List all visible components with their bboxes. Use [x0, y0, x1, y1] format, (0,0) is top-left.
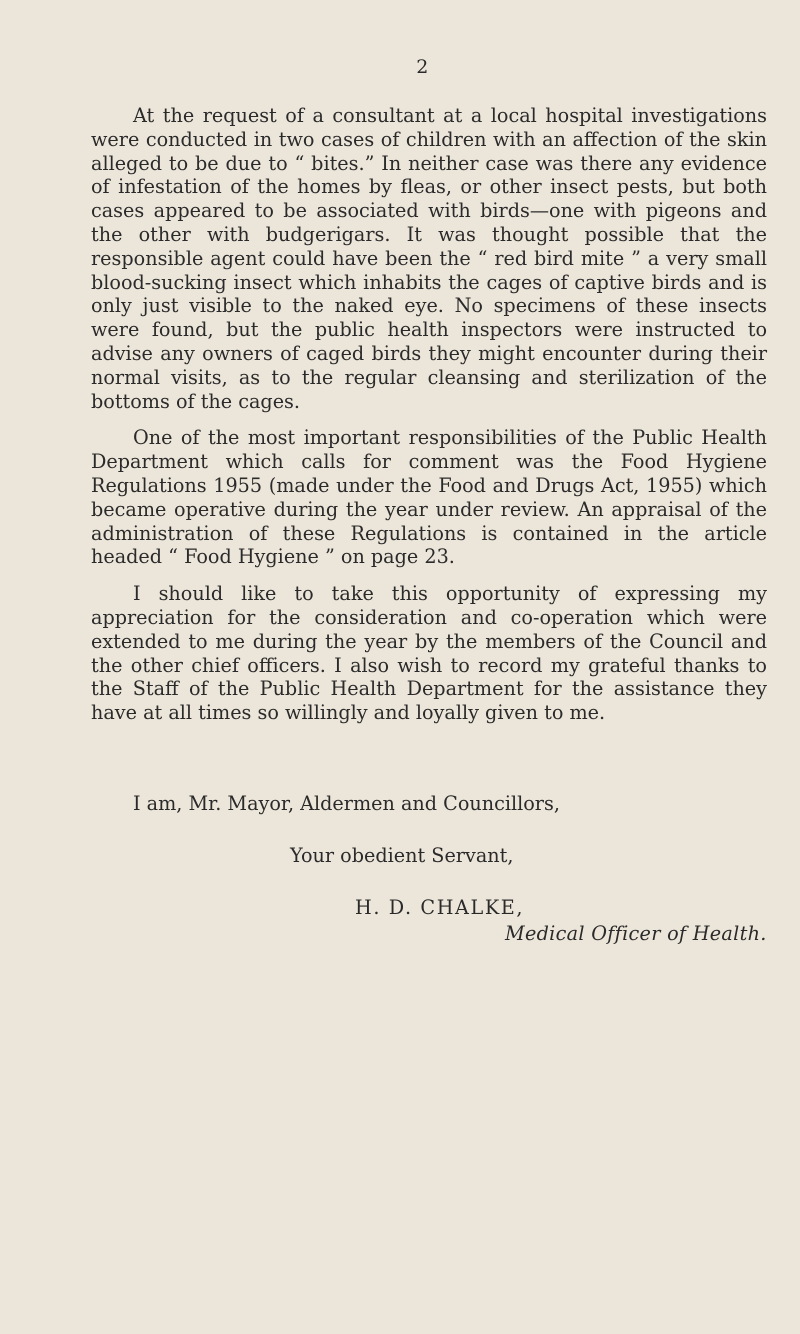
body-text — [91, 104, 767, 725]
page-number: 2 — [416, 56, 429, 78]
paragraph-bites-investigation: At the request of a consultant at a local hospital investigations were conducted in two cases of children with an affection of the skin alleged to be due to “ bites.” In neither case was there any evidence of infestation of the homes by fleas, or other insect pests, but both cases appeared to be associated with birds—one with pigeons and the other with budgerigars. It was thought possible that the responsible agent could have been the “ red bird mite ” a very small blood-sucking insect which inhabits the cages of captive birds and is only just visible to the naked eye. No specimens of these insects were found, but the public health inspectors were instructed to advise any owners of caged birds they might encounter during their normal visits, as to the regular cleansing and sterilization of the bottoms of the cages. — [91, 104, 767, 413]
signatory-name: H. D. CHALKE, — [355, 896, 525, 919]
paragraph-acknowledgements: I should like to take this opportunity of expressing my appreciation for the consideration and co-operation which were extended to me during the year by the members of the Council and the other chief officers. I also wish to record my grateful thanks to the Staff of the Public Health Department for the assistance they have at all times so willingly and loyally given to me. — [91, 582, 767, 725]
paragraph-food-hygiene-regulations: One of the most important responsibilities of the Public Health Department which calls for comment was the Food Hygiene Regulations 1955 (made under the Food and Drugs Act, 1955) which became operative during the year under review. An appraisal of the administration of these Regulations is contained in the article headed “ Food Hygiene ” on page 23. — [91, 426, 767, 569]
signatory-title: Medical Officer of Health. — [505, 922, 767, 945]
closing-servant-line: Your obedient Servant, — [290, 844, 514, 867]
closing-salutation: I am, Mr. Mayor, Aldermen and Councillors, — [133, 792, 560, 815]
